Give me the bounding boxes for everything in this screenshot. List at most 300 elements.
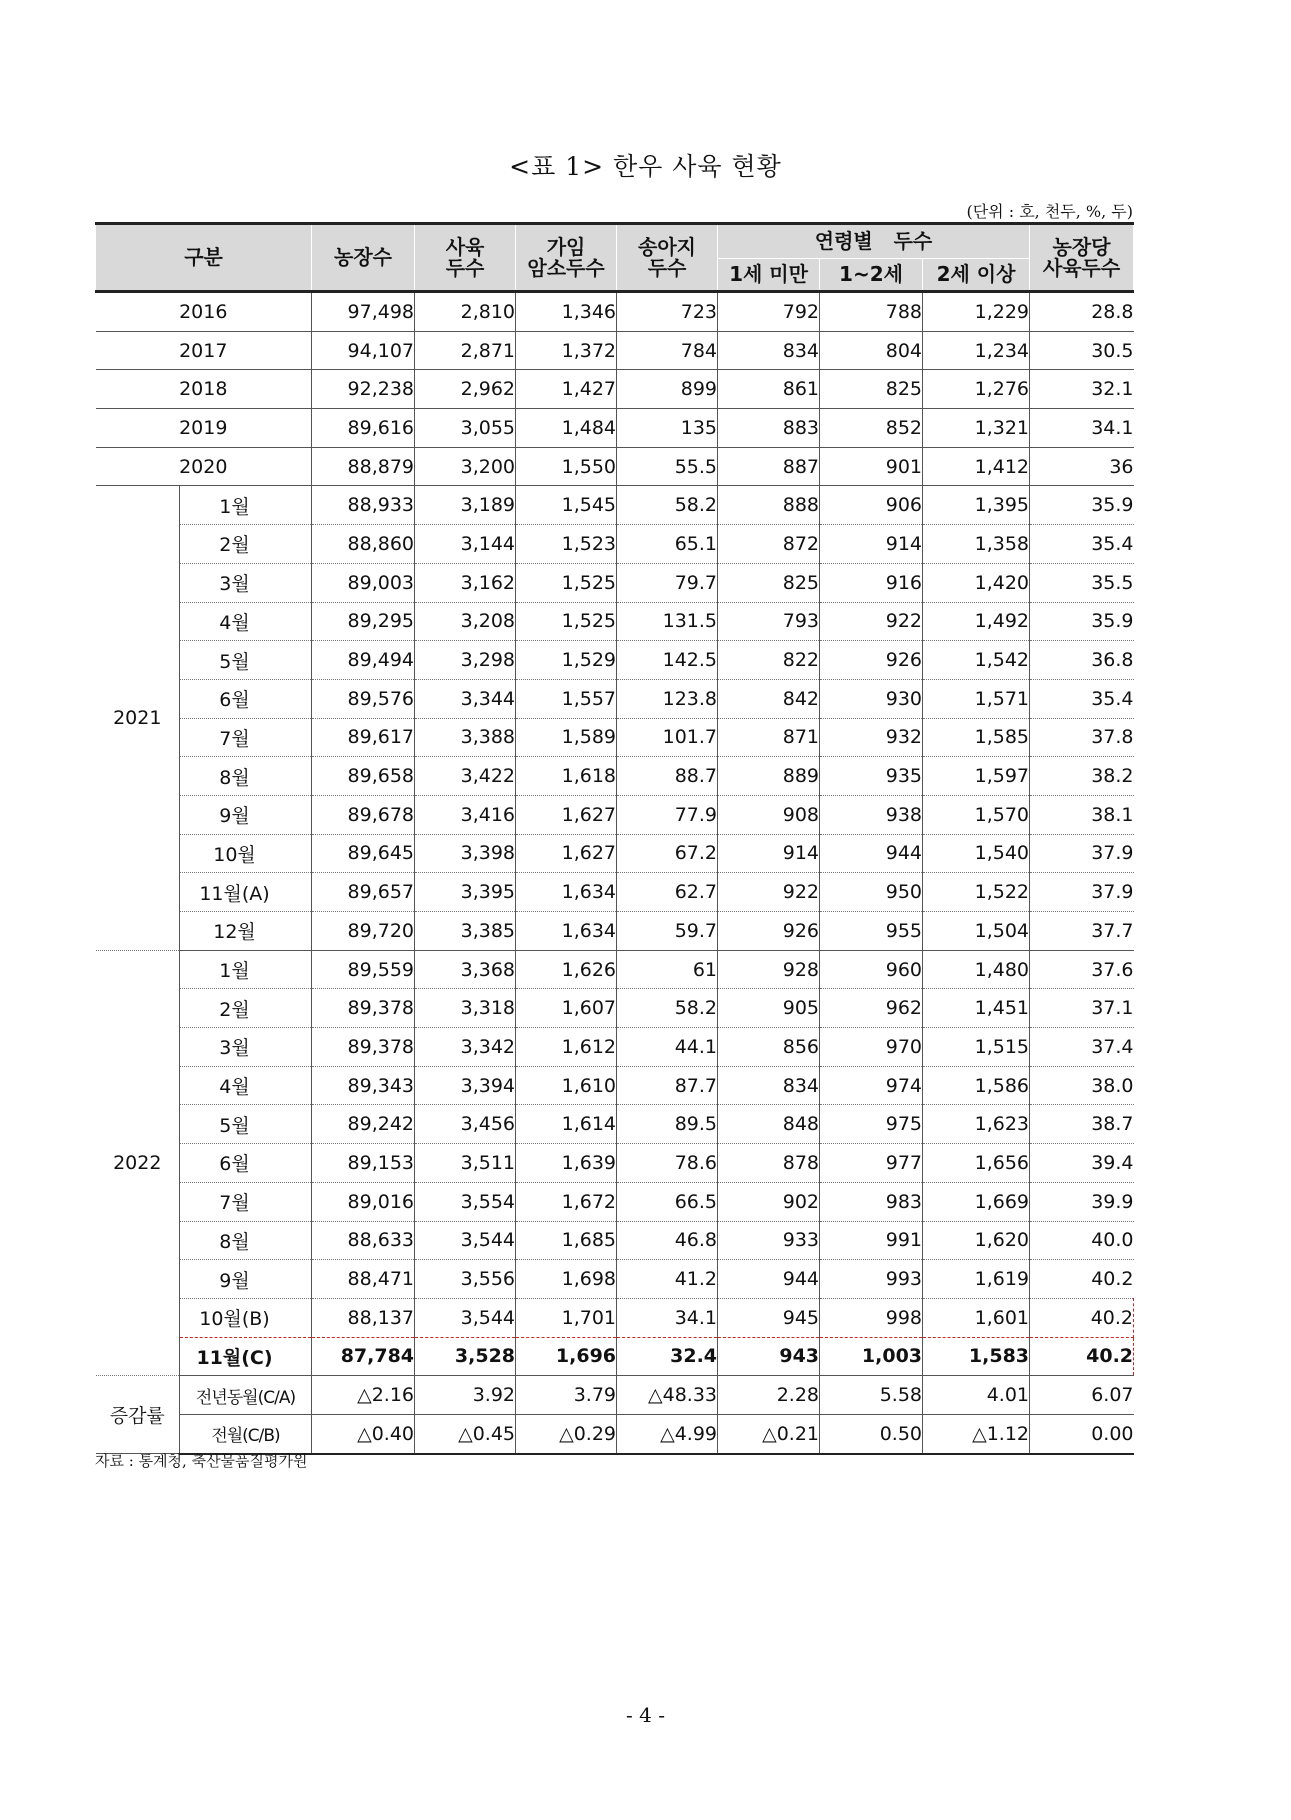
value-cell: 1,420	[923, 563, 1030, 602]
value-cell: 883	[718, 409, 820, 448]
value-cell: 40.0	[1030, 1221, 1134, 1260]
value-cell: 3,554	[415, 1182, 516, 1221]
month-label: 1월	[180, 950, 312, 989]
value-cell: 78.6	[617, 1144, 718, 1183]
table-row	[96, 563, 1134, 602]
value-cell: 1,619	[923, 1260, 1030, 1299]
value-cell: 1,571	[923, 679, 1030, 718]
value-cell: 123.8	[617, 679, 718, 718]
value-cell: 4.01	[923, 1376, 1030, 1415]
month-label: 1월	[180, 486, 312, 525]
row-label: 2019	[96, 409, 312, 448]
value-cell: 938	[820, 795, 923, 834]
value-cell: 38.2	[1030, 757, 1134, 796]
header-calves-l1: 송아지	[638, 234, 696, 259]
row-label: 2018	[96, 370, 312, 409]
value-cell: 991	[820, 1221, 923, 1260]
value-cell: 87,784	[312, 1337, 415, 1376]
value-cell: 1,522	[923, 873, 1030, 912]
value-cell: 1,618	[516, 757, 617, 796]
value-cell: △1.12	[923, 1414, 1030, 1453]
header-cows-l1: 가임	[546, 234, 586, 259]
value-cell: 1,601	[923, 1298, 1030, 1337]
value-cell: △48.33	[617, 1376, 718, 1415]
value-cell: 1,346	[516, 292, 617, 332]
value-cell: 1,529	[516, 641, 617, 680]
value-cell: 3,511	[415, 1144, 516, 1183]
value-cell: 89.5	[617, 1105, 718, 1144]
table-row	[96, 602, 1134, 641]
value-cell: 3,544	[415, 1298, 516, 1337]
value-cell: 37.9	[1030, 873, 1134, 912]
value-cell: 930	[820, 679, 923, 718]
value-cell: 88,860	[312, 525, 415, 564]
value-cell: 944	[718, 1260, 820, 1299]
month-label: 10월	[180, 834, 312, 873]
value-cell: 0.50	[820, 1414, 923, 1453]
month-label: 4월	[180, 1066, 312, 1105]
value-cell: 39.4	[1030, 1144, 1134, 1183]
row-label: 2016	[96, 292, 312, 332]
value-cell: 1,525	[516, 602, 617, 641]
value-cell: 905	[718, 989, 820, 1028]
value-cell: 2,962	[415, 370, 516, 409]
value-cell: 89,720	[312, 912, 415, 951]
row-label: 2017	[96, 331, 312, 370]
value-cell: 34.1	[1030, 409, 1134, 448]
value-cell: 792	[718, 292, 820, 332]
value-cell: 135	[617, 409, 718, 448]
value-cell: 92,238	[312, 370, 415, 409]
value-cell: 1,672	[516, 1182, 617, 1221]
value-cell: 906	[820, 486, 923, 525]
value-cell: 89,153	[312, 1144, 415, 1183]
value-cell: 37.4	[1030, 1028, 1134, 1067]
value-cell: 2,871	[415, 331, 516, 370]
table-row	[96, 873, 1134, 912]
value-cell: 3.79	[516, 1376, 617, 1415]
value-cell: 825	[718, 563, 820, 602]
value-cell: 1,623	[923, 1105, 1030, 1144]
value-cell: 89,242	[312, 1105, 415, 1144]
value-cell: △0.45	[415, 1414, 516, 1453]
header-perfarm	[1030, 224, 1134, 292]
value-cell: 1,607	[516, 989, 617, 1028]
value-cell: 38.0	[1030, 1066, 1134, 1105]
value-cell: 1,545	[516, 486, 617, 525]
value-cell: △0.21	[718, 1414, 820, 1453]
value-cell: 834	[718, 331, 820, 370]
value-cell: 37.6	[1030, 950, 1134, 989]
value-cell: 784	[617, 331, 718, 370]
cattle-table	[95, 222, 1134, 1455]
month-label: 11월(A)	[180, 873, 312, 912]
header-heads	[415, 224, 516, 292]
month-label: 5월	[180, 641, 312, 680]
value-cell: 3,368	[415, 950, 516, 989]
value-cell: 38.7	[1030, 1105, 1134, 1144]
value-cell: 1,634	[516, 873, 617, 912]
value-cell: 61	[617, 950, 718, 989]
month-label: 6월	[180, 1144, 312, 1183]
value-cell: 2,810	[415, 292, 516, 332]
value-cell: 998	[820, 1298, 923, 1337]
value-cell: 822	[718, 641, 820, 680]
value-cell: 889	[718, 757, 820, 796]
header-gubun: 구분	[96, 224, 312, 292]
value-cell: 35.9	[1030, 486, 1134, 525]
header-perfarm-l2: 사육두수	[1042, 255, 1121, 280]
table-row	[96, 1414, 1134, 1453]
value-cell: 88,879	[312, 447, 415, 486]
month-label: 2월	[180, 525, 312, 564]
value-cell: 1,515	[923, 1028, 1030, 1067]
value-cell: 970	[820, 1028, 923, 1067]
table-row	[96, 1144, 1134, 1183]
table-row	[96, 1298, 1134, 1337]
value-cell: 3,385	[415, 912, 516, 951]
value-cell: 914	[820, 525, 923, 564]
value-cell: 36	[1030, 447, 1134, 486]
value-cell: 46.8	[617, 1221, 718, 1260]
value-cell: 944	[820, 834, 923, 873]
value-cell: 3,388	[415, 718, 516, 757]
value-cell: 1,427	[516, 370, 617, 409]
table-row	[96, 834, 1134, 873]
value-cell: 44.1	[617, 1028, 718, 1067]
value-cell: 1,634	[516, 912, 617, 951]
value-cell: 2.28	[718, 1376, 820, 1415]
value-cell: 723	[617, 292, 718, 332]
value-cell: 974	[820, 1066, 923, 1105]
value-cell: 0.00	[1030, 1414, 1134, 1453]
value-cell: 40.2	[1030, 1260, 1134, 1299]
change-row-label: 전월(C/B)	[180, 1414, 312, 1453]
value-cell: 38.1	[1030, 795, 1134, 834]
value-cell: 842	[718, 679, 820, 718]
value-cell: 3,416	[415, 795, 516, 834]
value-cell: 1,597	[923, 757, 1030, 796]
value-cell: 955	[820, 912, 923, 951]
value-cell: 1,626	[516, 950, 617, 989]
value-cell: 1,701	[516, 1298, 617, 1337]
value-cell: 1,585	[923, 718, 1030, 757]
value-cell: 1,540	[923, 834, 1030, 873]
value-cell: 89,617	[312, 718, 415, 757]
value-cell: 871	[718, 718, 820, 757]
month-label: 4월	[180, 602, 312, 641]
value-cell: 1,550	[516, 447, 617, 486]
value-cell: 914	[718, 834, 820, 873]
value-cell: 89,378	[312, 1028, 415, 1067]
value-cell: 848	[718, 1105, 820, 1144]
table-row	[96, 718, 1134, 757]
value-cell: 872	[718, 525, 820, 564]
unit-note: (단위 : 호, 천두, %, 두)	[966, 202, 1133, 221]
value-cell: 908	[718, 795, 820, 834]
value-cell: 1,614	[516, 1105, 617, 1144]
table-row	[96, 757, 1134, 796]
value-cell: 1,504	[923, 912, 1030, 951]
value-cell: 943	[718, 1337, 820, 1376]
table-row	[96, 912, 1134, 951]
value-cell: 88,137	[312, 1298, 415, 1337]
value-cell: 30.5	[1030, 331, 1134, 370]
value-cell: 37.8	[1030, 718, 1134, 757]
value-cell: 1,492	[923, 602, 1030, 641]
month-label: 8월	[180, 1221, 312, 1260]
value-cell: 89,559	[312, 950, 415, 989]
value-cell: 67.2	[617, 834, 718, 873]
value-cell: 1,627	[516, 834, 617, 873]
value-cell: △0.40	[312, 1414, 415, 1453]
value-cell: 59.7	[617, 912, 718, 951]
row-label: 2020	[96, 447, 312, 486]
table-row	[96, 1066, 1134, 1105]
table-row	[96, 989, 1134, 1028]
value-cell: △0.29	[516, 1414, 617, 1453]
value-cell: 1,669	[923, 1182, 1030, 1221]
value-cell: 32.4	[617, 1337, 718, 1376]
value-cell: 962	[820, 989, 923, 1028]
value-cell: 1,525	[516, 563, 617, 602]
value-cell: 89,003	[312, 563, 415, 602]
value-cell: 36.8	[1030, 641, 1134, 680]
table-row	[96, 1182, 1134, 1221]
month-label: 9월	[180, 795, 312, 834]
value-cell: 65.1	[617, 525, 718, 564]
value-cell: 1,395	[923, 486, 1030, 525]
value-cell: 3,395	[415, 873, 516, 912]
value-cell: 89,658	[312, 757, 415, 796]
value-cell: 89,378	[312, 989, 415, 1028]
value-cell: 1,685	[516, 1221, 617, 1260]
month-label: 3월	[180, 1028, 312, 1067]
value-cell: 901	[820, 447, 923, 486]
value-cell: 62.7	[617, 873, 718, 912]
value-cell: 902	[718, 1182, 820, 1221]
value-cell: 960	[820, 950, 923, 989]
value-cell: 40.2	[1030, 1298, 1134, 1337]
month-label: 5월	[180, 1105, 312, 1144]
value-cell: 89,616	[312, 409, 415, 448]
value-cell: 1,234	[923, 331, 1030, 370]
value-cell: 35.5	[1030, 563, 1134, 602]
table-row	[96, 1105, 1134, 1144]
value-cell: 3,422	[415, 757, 516, 796]
header-cows-l2: 암소두수	[527, 255, 605, 280]
value-cell: 852	[820, 409, 923, 448]
value-cell: 1,570	[923, 795, 1030, 834]
value-cell: 3,544	[415, 1221, 516, 1260]
value-cell: 1,480	[923, 950, 1030, 989]
value-cell: 88,933	[312, 486, 415, 525]
value-cell: 55.5	[617, 447, 718, 486]
table-row	[96, 795, 1134, 834]
value-cell: 32.1	[1030, 370, 1134, 409]
value-cell: 1,523	[516, 525, 617, 564]
value-cell: 922	[820, 602, 923, 641]
header-heads-l2: 두수	[445, 255, 485, 280]
value-cell: 39.9	[1030, 1182, 1134, 1221]
table-row	[96, 409, 1134, 448]
table-row	[96, 1221, 1134, 1260]
table-body	[96, 292, 1134, 1454]
month-label: 3월	[180, 563, 312, 602]
value-cell: 3,318	[415, 989, 516, 1028]
value-cell: 975	[820, 1105, 923, 1144]
value-cell: 1,412	[923, 447, 1030, 486]
value-cell: 88.7	[617, 757, 718, 796]
table-row	[96, 679, 1134, 718]
value-cell: 1,321	[923, 409, 1030, 448]
month-label: 7월	[180, 1182, 312, 1221]
value-cell: 89,657	[312, 873, 415, 912]
value-cell: 926	[718, 912, 820, 951]
table-row	[96, 950, 1134, 989]
header-perfarm-l1: 농장당	[1052, 234, 1111, 259]
value-cell: 1,639	[516, 1144, 617, 1183]
change-rate-label: 증감률	[96, 1376, 180, 1454]
value-cell: 3,456	[415, 1105, 516, 1144]
value-cell: 1,656	[923, 1144, 1030, 1183]
value-cell: 856	[718, 1028, 820, 1067]
value-cell: 89,016	[312, 1182, 415, 1221]
value-cell: 3,189	[415, 486, 516, 525]
value-cell: 950	[820, 873, 923, 912]
value-cell: 1,542	[923, 641, 1030, 680]
month-label: 8월	[180, 757, 312, 796]
header-calves	[617, 224, 718, 292]
value-cell: 1,276	[923, 370, 1030, 409]
value-cell: 3,208	[415, 602, 516, 641]
value-cell: 35.4	[1030, 525, 1134, 564]
value-cell: 1,627	[516, 795, 617, 834]
value-cell: 77.9	[617, 795, 718, 834]
header-age-group: 연령별 두수	[718, 224, 1030, 259]
value-cell: 1,358	[923, 525, 1030, 564]
value-cell: △4.99	[617, 1414, 718, 1453]
value-cell: 1,620	[923, 1221, 1030, 1260]
value-cell: 899	[617, 370, 718, 409]
month-label: 6월	[180, 679, 312, 718]
value-cell: 1,451	[923, 989, 1030, 1028]
value-cell: 3,342	[415, 1028, 516, 1067]
value-cell: 3,528	[415, 1337, 516, 1376]
value-cell: 1,589	[516, 718, 617, 757]
month-label: 11월(C)	[180, 1337, 312, 1376]
header-calves-l2: 두수	[647, 255, 687, 280]
value-cell: 834	[718, 1066, 820, 1105]
value-cell: 1,229	[923, 292, 1030, 332]
value-cell: 94,107	[312, 331, 415, 370]
value-cell: 1,003	[820, 1337, 923, 1376]
value-cell: 37.7	[1030, 912, 1134, 951]
value-cell: 66.5	[617, 1182, 718, 1221]
month-label: 12월	[180, 912, 312, 951]
value-cell: 926	[820, 641, 923, 680]
value-cell: 977	[820, 1144, 923, 1183]
header-heads-l1: 사육	[445, 234, 485, 259]
value-cell: 41.2	[617, 1260, 718, 1299]
value-cell: 37.1	[1030, 989, 1134, 1028]
table-row	[96, 292, 1134, 332]
value-cell: 1,610	[516, 1066, 617, 1105]
value-cell: 3,344	[415, 679, 516, 718]
value-cell: 89,343	[312, 1066, 415, 1105]
value-cell: 142.5	[617, 641, 718, 680]
value-cell: 28.8	[1030, 292, 1134, 332]
value-cell: 5.58	[820, 1376, 923, 1415]
value-cell: 3,055	[415, 409, 516, 448]
value-cell: 89,295	[312, 602, 415, 641]
value-cell: 916	[820, 563, 923, 602]
value-cell: 1,612	[516, 1028, 617, 1067]
value-cell: 804	[820, 331, 923, 370]
value-cell: 131.5	[617, 602, 718, 641]
value-cell: 932	[820, 718, 923, 757]
value-cell: 3,144	[415, 525, 516, 564]
header-farms: 농장수	[312, 224, 415, 292]
value-cell: 40.2	[1030, 1337, 1134, 1376]
month-label: 10월(B)	[180, 1298, 312, 1337]
header-age-1to2: 1~2세	[820, 259, 923, 292]
value-cell: 1,583	[923, 1337, 1030, 1376]
value-cell: 3.92	[415, 1376, 516, 1415]
header-age-over2: 2세 이상	[923, 259, 1030, 292]
month-label: 2월	[180, 989, 312, 1028]
value-cell: 58.2	[617, 989, 718, 1028]
table-row	[96, 331, 1134, 370]
month-label: 7월	[180, 718, 312, 757]
value-cell: 1,372	[516, 331, 617, 370]
value-cell: 983	[820, 1182, 923, 1221]
value-cell: 887	[718, 447, 820, 486]
header-cows	[516, 224, 617, 292]
value-cell: 878	[718, 1144, 820, 1183]
table-row	[96, 486, 1134, 525]
table-row	[96, 1376, 1134, 1415]
value-cell: 3,398	[415, 834, 516, 873]
value-cell: 861	[718, 370, 820, 409]
value-cell: 89,576	[312, 679, 415, 718]
group-year-label: 2022	[96, 950, 180, 1376]
value-cell: 793	[718, 602, 820, 641]
value-cell: 3,200	[415, 447, 516, 486]
value-cell: 3,162	[415, 563, 516, 602]
value-cell: 922	[718, 873, 820, 912]
page-number: - 4 -	[626, 1703, 665, 1727]
month-label: 9월	[180, 1260, 312, 1299]
value-cell: 101.7	[617, 718, 718, 757]
group-year-label: 2021	[96, 486, 180, 950]
change-row-label: 전년동월(C/A)	[180, 1376, 312, 1415]
table-row	[96, 1337, 1134, 1376]
value-cell: 1,557	[516, 679, 617, 718]
table-row	[96, 370, 1134, 409]
value-cell: 87.7	[617, 1066, 718, 1105]
value-cell: 88,633	[312, 1221, 415, 1260]
value-cell: 34.1	[617, 1298, 718, 1337]
value-cell: 3,394	[415, 1066, 516, 1105]
value-cell: 79.7	[617, 563, 718, 602]
source-note: 자료 : 통계청, 축산물품질평가원	[95, 1452, 308, 1470]
table-row	[96, 1260, 1134, 1299]
table-title: <표 1> 한우 사육 현황	[509, 152, 782, 181]
table-row	[96, 447, 1134, 486]
value-cell: 97,498	[312, 292, 415, 332]
value-cell: 1,696	[516, 1337, 617, 1376]
